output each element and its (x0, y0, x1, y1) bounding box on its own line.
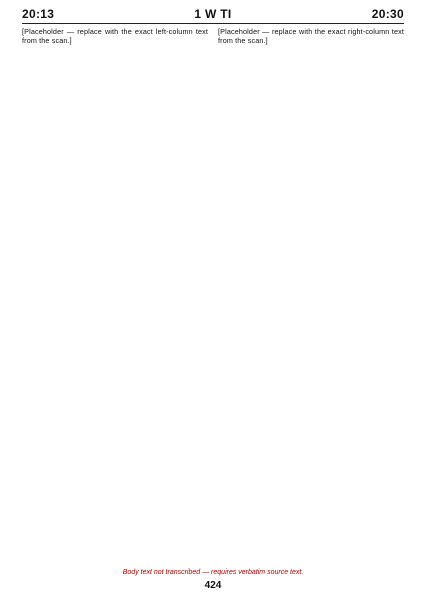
paragraph-text: [Placeholder — replace with the exact right-column text from the scan.] (218, 27, 404, 46)
paragraph (22, 27, 208, 45)
running-head-title: 1 W TI (194, 7, 232, 21)
paragraph (218, 27, 404, 45)
text-columns (22, 27, 404, 575)
paragraph-text: [Placeholder — replace with the exact left-column text from the scan.] (22, 27, 208, 46)
header-rule (22, 23, 404, 24)
transcription-note: Body text not transcribed — requires verbatim source text. (122, 569, 304, 576)
page-number: 424 (204, 580, 222, 591)
running-head-left: 20:13 (22, 7, 55, 21)
right-column (218, 27, 404, 575)
running-head-right: 20:30 (371, 7, 404, 21)
left-column (22, 27, 208, 575)
running-head (22, 6, 404, 22)
